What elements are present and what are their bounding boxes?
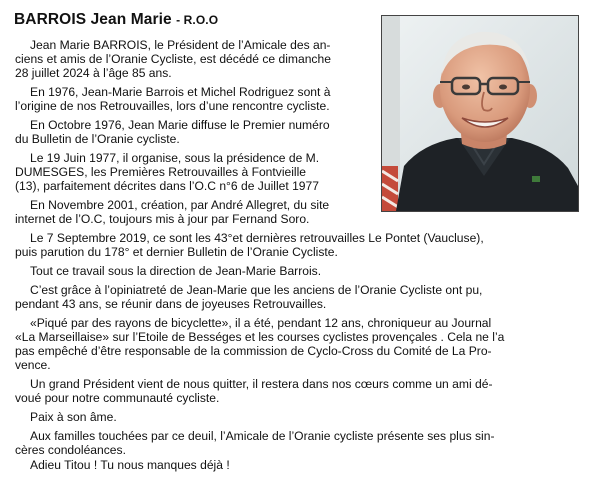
body-line: ciens et amis de l’Oranie Cycliste, est décédé ce dimanche	[15, 52, 331, 66]
body-line: du Bulletin de l’Oranie cycliste.	[15, 132, 180, 146]
body-line: Le 7 Septembre 2019, ce sont les 43°et dernières retrouvailles Le Pontet (Vaucluse),	[30, 231, 484, 245]
article-title	[14, 11, 218, 29]
body-line: Paix à son âme.	[30, 410, 117, 424]
title-suffix: - R.O.O	[176, 13, 219, 27]
body-line: En 1976, Jean-Marie Barrois et Michel Rodriguez sont à	[30, 85, 331, 99]
body-line: pendant 43 ans, se réunir dans de joyeuses Retrouvailles.	[15, 297, 327, 311]
body-line: Jean Marie BARROIS, le Président de l’Amicale des an-	[30, 38, 331, 52]
body-line: Tout ce travail sous la direction de Jean-Marie Barrois.	[30, 264, 322, 278]
body-line: «Piqué par des rayons de bicyclette», il a été, pendant 12 ans, chroniqueur au Journal	[30, 316, 492, 330]
portrait-photo	[381, 15, 579, 212]
body-line: En Novembre 2001, création, par André Allegret, du site	[30, 198, 330, 212]
body-line: puis parution du 178° et dernier Bulletin de l’Oranie Cycliste.	[15, 245, 338, 259]
body-line: internet de l’O.C, toujours mis à jour par Fernand Soro.	[15, 212, 310, 226]
body-line: C’est grâce à l’opiniatreté de Jean-Marie que les anciens de l’Oranie Cycliste ont pu,	[30, 283, 483, 297]
body-line: DUMESGES, les Premières Retrouvailles à Fontvieille	[15, 165, 307, 179]
body-line: «La Marseillaise» sur l’Etoile de Bességes et les courses cyclistes provençales . Cela ne l’a	[15, 330, 505, 344]
body-line: 28 juillet 2024 à l’âge 85 ans.	[15, 66, 172, 80]
body-line: pas empêché d’être responsable de la commission de Cyclo-Cross du Comité de La Pro-	[15, 344, 492, 358]
body-line: vence.	[15, 358, 51, 372]
body-line: En Octobre 1976, Jean Marie diffuse le Premier numéro	[30, 118, 330, 132]
body-line: l’origine de nos Retrouvailles, lors d’une rencontre cycliste.	[15, 99, 330, 113]
body-line: (13), parfaitement décrites dans l’O.C n°6 de Juillet 1977	[15, 179, 319, 193]
person-name: BARROIS Jean Marie	[14, 11, 172, 28]
body-line: Aux familles touchées par ce deuil, l’Amicale de l’Oranie cycliste présente ses plus sin-	[30, 429, 495, 443]
body-line: cères condoléances.	[15, 443, 126, 457]
body-line: voué pour notre communauté cycliste.	[15, 391, 220, 405]
body-line: Un grand Président vient de nous quitter, il restera dans nos cœurs comme un ami dé-	[30, 377, 493, 391]
body-line: Adieu Titou ! Tu nous manques déjà !	[30, 458, 230, 472]
body-line: Le 19 Juin 1977, il organise, sous la présidence de M.	[30, 151, 320, 165]
